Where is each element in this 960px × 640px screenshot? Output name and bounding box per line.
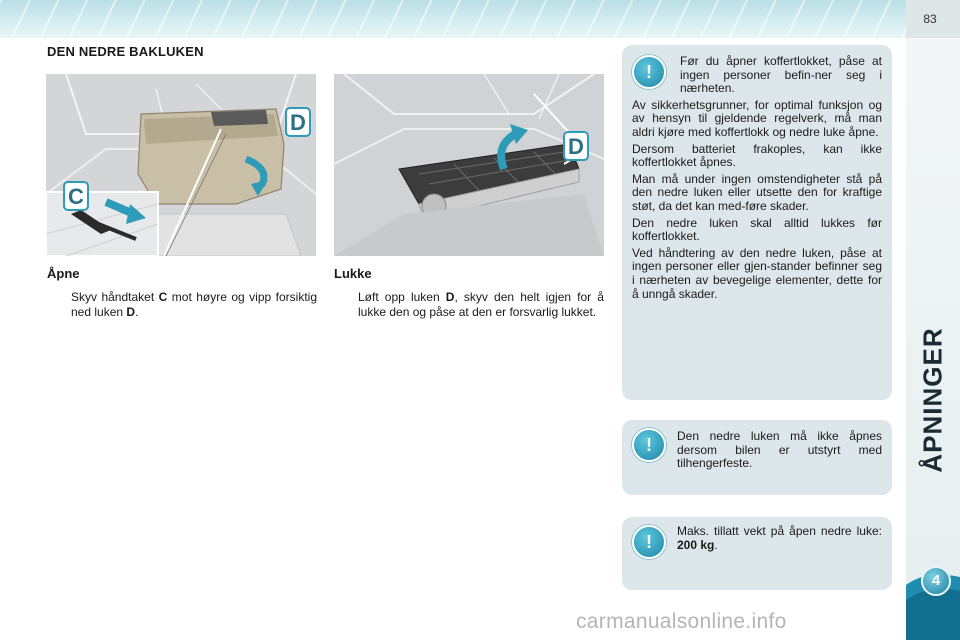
note-paragraph: Den nedre luken skal alltid lukkes før koffertlokket.: [632, 215, 882, 244]
close-heading: Lukke: [334, 266, 372, 281]
exclamation-warning-icon: !: [632, 55, 666, 89]
note-paragraph: Dersom batteriet frakoples, kan ikke koffertlokket åpnes.: [632, 141, 882, 170]
exclamation-warning-icon: !: [632, 428, 666, 462]
svg-text:C: C: [68, 184, 84, 209]
open-instruction: Skyv håndtaket C mot høyre og vipp forsiktig ned luken D.: [71, 290, 317, 319]
callout-label-d: [564, 132, 588, 160]
section-title: DEN NEDRE BAKLUKEN: [47, 44, 204, 59]
svg-text:D: D: [290, 110, 306, 135]
open-illustration: [46, 74, 316, 256]
page-number-box: [906, 0, 960, 38]
open-heading: Åpne: [47, 266, 80, 281]
chapter-title: ÅPNINGER: [917, 327, 948, 473]
note-paragraph: Maks. tillatt vekt på åpen nedre luke: 200 kg.: [677, 524, 882, 552]
close-illustration: [334, 74, 604, 256]
chapter-number-badge: 4: [921, 566, 951, 596]
callout-label-d: [286, 108, 310, 136]
callout-label-c: [64, 182, 88, 210]
warning-note-towbar: [622, 420, 892, 495]
warning-note-max-load: [622, 517, 892, 590]
warning-note-safety: [622, 45, 892, 400]
close-instruction: Løft opp luken D, skyv den helt igjen for å lukke den og påse at den er forsvarlig lukket.: [358, 290, 604, 319]
note-paragraph: Ved håndtering av den nedre luken, påse at ingen personer eller gjen-stander befinner seg i nærheten av bevegelige elementer, dette for å unngå skader.: [632, 245, 882, 301]
exclamation-warning-icon: !: [632, 525, 666, 559]
chapter-sidebar: [906, 0, 960, 640]
note-paragraph: Av sikkerhetsgrunner, for optimal funksjon og av hensyn til gjeldende regelverk, må man aldri kjøre med koffertlokk og nedre luke åpne.: [632, 97, 882, 139]
svg-text:D: D: [568, 134, 584, 159]
page-number: 83: [923, 12, 937, 26]
watermark: carmanualsonline.info: [576, 610, 787, 633]
note-paragraph: Man må under ingen omstendigheter stå på den nedre luken eller utsette den for kraftige støt, da det kan med-føre skader.: [632, 171, 882, 213]
note-paragraph: Den nedre luken må ikke åpnes dersom bilen er utstyrt med tilhengerfeste.: [677, 429, 882, 471]
top-banner: [0, 0, 906, 38]
note-paragraph: Før du åpner koffertlokket, påse at ingen personer befin-ner seg i nærheten.: [680, 54, 882, 96]
